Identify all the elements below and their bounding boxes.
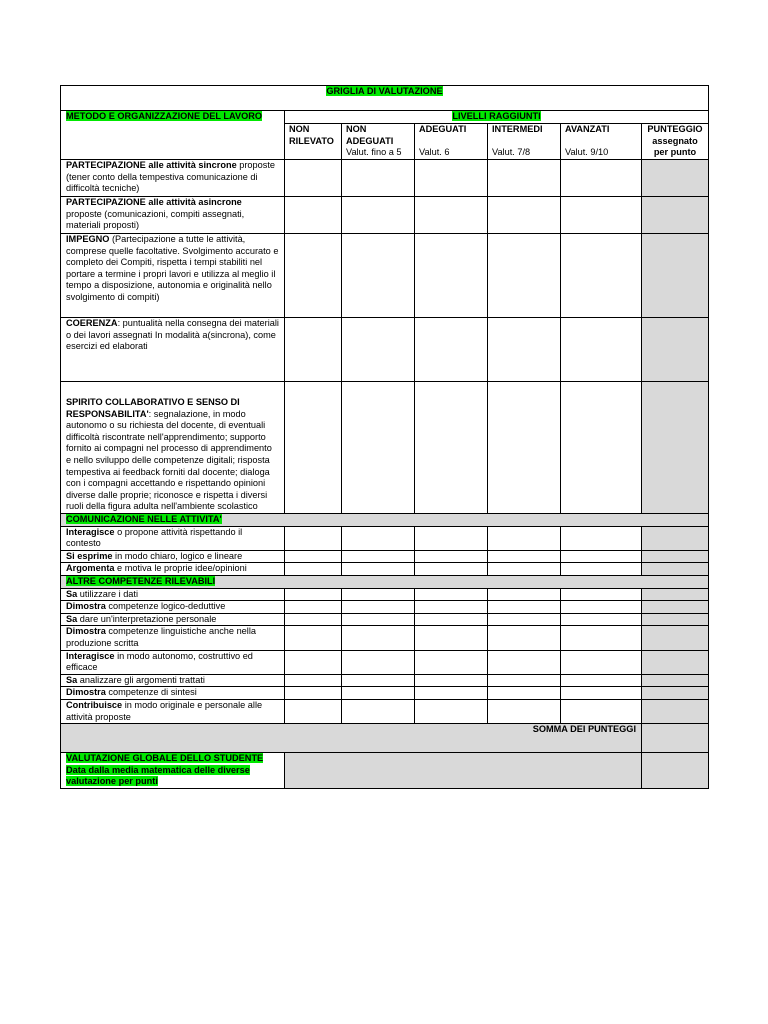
score-cell[interactable] xyxy=(642,526,709,550)
section-row xyxy=(61,575,709,588)
section-other-label: ALTRE COMPETENZE RILEVABILI xyxy=(66,575,216,586)
global-line3: valutazione per punti xyxy=(66,776,158,787)
col-header xyxy=(285,124,342,160)
title-cell xyxy=(61,86,709,111)
level-cell[interactable] xyxy=(488,526,561,550)
criterion-row xyxy=(61,563,709,576)
title-row xyxy=(61,86,709,111)
levels-header-cell xyxy=(285,111,709,124)
level-cell[interactable] xyxy=(415,613,488,626)
level-cell[interactable] xyxy=(285,563,342,576)
criterion-text: competenze logico-deduttive xyxy=(105,601,226,612)
col-header-line3: Valut. 7/8 xyxy=(492,147,531,158)
section-main-cell xyxy=(61,111,285,160)
criterion-text: in modo autonomo, costruttivo ed efficace xyxy=(66,650,253,673)
grid-title: GRIGLIA DI VALUTAZIONE xyxy=(326,86,443,96)
score-cell[interactable] xyxy=(642,601,709,614)
section-other-cell xyxy=(61,575,709,588)
section-row xyxy=(61,514,709,527)
criterion-row xyxy=(61,526,709,550)
level-cell[interactable] xyxy=(342,318,415,382)
score-header-line2: assegnato xyxy=(652,135,698,146)
level-cell[interactable] xyxy=(285,699,342,723)
level-cell[interactable] xyxy=(561,526,642,550)
criterion-label xyxy=(61,674,285,687)
criterion-row xyxy=(61,613,709,626)
level-cell[interactable] xyxy=(285,687,342,700)
level-cell[interactable] xyxy=(561,563,642,576)
criterion-bold: Dimostra xyxy=(66,687,106,698)
level-cell[interactable] xyxy=(488,318,561,382)
criterion-label xyxy=(61,588,285,601)
col-header-line1: ADEGUATI xyxy=(419,124,467,134)
criterion-bold: PARTECIPAZIONE alle attività sincrone xyxy=(66,160,237,170)
level-cell[interactable] xyxy=(342,234,415,318)
levels-header-label: LIVELLI RAGGIUNTI xyxy=(452,111,541,121)
level-cell[interactable] xyxy=(561,550,642,563)
level-cell[interactable] xyxy=(285,550,342,563)
score-cell[interactable] xyxy=(642,613,709,626)
criterion-row xyxy=(61,601,709,614)
criterion-bold: Dimostra xyxy=(66,626,106,637)
level-cell[interactable] xyxy=(488,699,561,723)
criterion-bold: Sa xyxy=(66,674,78,685)
score-cell[interactable] xyxy=(642,234,709,318)
score-header-line1: PUNTEGGIO xyxy=(647,124,703,134)
level-cell[interactable] xyxy=(415,382,488,514)
criterion-row xyxy=(61,160,709,197)
level-cell[interactable] xyxy=(285,650,342,674)
score-cell[interactable] xyxy=(642,687,709,700)
criterion-bold: Interagisce xyxy=(66,526,115,537)
criterion-text: (Partecipazione a tutte le attività, comprese quelle facoltative. Svolgimento accurato e completo dei Compiti, rispetta i tempi stabiliti nel portare a termine i propri lavori e utilizza al meglio il tempo a disposizione, autonomia e originalità nello svolgimento di compiti) xyxy=(66,234,279,302)
score-header-line3: per punto xyxy=(653,147,697,158)
col-header-line1: NON xyxy=(346,124,367,134)
sum-label: SOMMA DEI PUNTEGGI xyxy=(61,724,642,753)
criterion-text: o propone attività rispettando il contesto xyxy=(66,526,243,549)
criterion-bold: IMPEGNO xyxy=(66,234,110,244)
level-cell[interactable] xyxy=(488,160,561,197)
level-cell[interactable] xyxy=(561,318,642,382)
criterion-row xyxy=(61,234,709,318)
criterion-row xyxy=(61,550,709,563)
level-cell[interactable] xyxy=(342,687,415,700)
sum-score-cell[interactable] xyxy=(642,724,709,753)
criterion-label xyxy=(61,601,285,614)
criterion-bold: SPIRITO COLLABORATIVO E SENSO DI RESPONSABILITA' xyxy=(66,397,240,419)
level-cell[interactable] xyxy=(488,563,561,576)
criterion-bold: Si esprime xyxy=(66,550,113,561)
criterion-row xyxy=(61,588,709,601)
level-cell[interactable] xyxy=(488,197,561,234)
level-cell[interactable] xyxy=(342,613,415,626)
criterion-label xyxy=(61,699,285,723)
col-header-line1: AVANZATI xyxy=(565,124,610,134)
level-cell[interactable] xyxy=(285,318,342,382)
evaluation-grid xyxy=(60,85,709,789)
score-cell[interactable] xyxy=(642,626,709,650)
global-line2: Data dalla media matematica delle diverse xyxy=(66,764,250,775)
level-cell[interactable] xyxy=(342,650,415,674)
score-cell[interactable] xyxy=(642,318,709,382)
level-cell[interactable] xyxy=(285,382,342,514)
level-cell[interactable] xyxy=(561,160,642,197)
criterion-bold: COERENZA xyxy=(66,318,118,328)
criterion-label xyxy=(61,650,285,674)
criterion-bold: Dimostra xyxy=(66,601,106,612)
criterion-row xyxy=(61,626,709,650)
level-cell[interactable] xyxy=(415,563,488,576)
level-cell[interactable] xyxy=(488,550,561,563)
level-cell[interactable] xyxy=(415,526,488,550)
criterion-text: analizzare gli argomenti trattati xyxy=(77,674,205,685)
level-cell[interactable] xyxy=(561,687,642,700)
level-cell[interactable] xyxy=(561,197,642,234)
criterion-label xyxy=(61,687,285,700)
level-cell[interactable] xyxy=(488,601,561,614)
score-cell[interactable] xyxy=(642,674,709,687)
score-cell[interactable] xyxy=(642,160,709,197)
criterion-row xyxy=(61,318,709,382)
level-cell[interactable] xyxy=(561,626,642,650)
criterion-bold: Sa xyxy=(66,588,78,599)
section-header-row xyxy=(61,111,709,124)
level-cell[interactable] xyxy=(285,601,342,614)
level-cell[interactable] xyxy=(415,626,488,650)
criterion-row xyxy=(61,650,709,674)
level-cell[interactable] xyxy=(561,674,642,687)
level-cell[interactable] xyxy=(285,197,342,234)
level-cell[interactable] xyxy=(488,650,561,674)
level-cell[interactable] xyxy=(561,699,642,723)
level-cell[interactable] xyxy=(488,613,561,626)
criterion-row xyxy=(61,687,709,700)
level-cell[interactable] xyxy=(415,650,488,674)
criterion-label xyxy=(61,234,285,318)
level-cell[interactable] xyxy=(342,382,415,514)
criterion-label xyxy=(61,626,285,650)
level-cell[interactable] xyxy=(285,234,342,318)
score-cell[interactable] xyxy=(642,563,709,576)
criterion-row xyxy=(61,382,709,514)
level-cell[interactable] xyxy=(285,526,342,550)
level-cell[interactable] xyxy=(342,197,415,234)
score-cell[interactable] xyxy=(642,588,709,601)
criterion-bold: Argomenta xyxy=(66,563,115,574)
criterion-text: e motiva le proprie idee/opinioni xyxy=(114,563,247,574)
score-cell[interactable] xyxy=(642,197,709,234)
level-cell[interactable] xyxy=(285,613,342,626)
criterion-text: in modo originale e personale alle attività proposte xyxy=(66,699,263,722)
score-cell[interactable] xyxy=(642,650,709,674)
level-cell[interactable] xyxy=(561,601,642,614)
level-cell[interactable] xyxy=(488,626,561,650)
criterion-label xyxy=(61,382,285,514)
criterion-text: : segnalazione, in modo autonomo o su richiesta del docente, di eventuali difficoltà riscontrate nell'apprendimento; supporto fornito ai compagni nel processo di apprendimento e nello sviluppo delle competenze digitali; risposta tempestiva ai feedback forniti dal docente; dialoga con i compagni accettando e rispettando opinioni diverse dalle proprie; riconosce e rispetta i diversi ruoli della figura adulta nell'ambiente scolastico xyxy=(66,408,272,512)
col-header-line2: ADEGUATI xyxy=(346,135,394,146)
col-header-line2: RILEVATO xyxy=(289,135,334,146)
criterion-label xyxy=(61,160,285,197)
criterion-row xyxy=(61,197,709,234)
global-label-cell xyxy=(61,753,285,789)
level-cell[interactable] xyxy=(561,234,642,318)
level-cell[interactable] xyxy=(415,674,488,687)
level-cell[interactable] xyxy=(415,687,488,700)
col-header-line1: INTERMEDI xyxy=(492,124,543,134)
level-cell[interactable] xyxy=(561,613,642,626)
level-cell[interactable] xyxy=(561,588,642,601)
level-cell[interactable] xyxy=(285,674,342,687)
level-cell[interactable] xyxy=(488,234,561,318)
criterion-text: in modo chiaro, logico e lineare xyxy=(112,550,243,561)
level-cell[interactable] xyxy=(561,382,642,514)
criterion-text: dare un'interpretazione personale xyxy=(77,613,217,624)
level-cell[interactable] xyxy=(415,318,488,382)
criterion-label xyxy=(61,526,285,550)
level-cell[interactable] xyxy=(415,234,488,318)
col-header-line1: NON xyxy=(289,124,310,134)
col-header xyxy=(342,124,415,160)
level-cell[interactable] xyxy=(342,563,415,576)
level-cell[interactable] xyxy=(488,674,561,687)
level-cell[interactable] xyxy=(342,588,415,601)
level-cell[interactable] xyxy=(415,160,488,197)
level-cell[interactable] xyxy=(342,526,415,550)
criterion-text: : puntualità nella consegna dei materiali o dei lavori assegnati In modalità a(sincrona), come esercizi ed elaborati xyxy=(66,318,279,352)
level-cell[interactable] xyxy=(415,601,488,614)
level-cell[interactable] xyxy=(415,699,488,723)
level-cell[interactable] xyxy=(488,687,561,700)
level-cell[interactable] xyxy=(342,160,415,197)
criterion-label xyxy=(61,318,285,382)
col-header xyxy=(415,124,488,160)
global-row xyxy=(61,753,709,789)
criterion-label xyxy=(61,550,285,563)
section-comm-cell xyxy=(61,514,709,527)
col-header xyxy=(488,124,561,160)
criterion-text: utilizzare i dati xyxy=(77,588,139,599)
col-header-line3: Valut. 9/10 xyxy=(565,147,609,158)
criterion-text: proposte (tener conto della tempestiva comunicazione di difficoltà tecniche) xyxy=(66,160,275,194)
criterion-row xyxy=(61,674,709,687)
level-cell[interactable] xyxy=(342,550,415,563)
level-cell[interactable] xyxy=(561,650,642,674)
criterion-label xyxy=(61,613,285,626)
score-cell[interactable] xyxy=(642,382,709,514)
level-cell[interactable] xyxy=(285,588,342,601)
level-cell[interactable] xyxy=(415,588,488,601)
criterion-text: competenze linguistiche anche nella produzione scritta xyxy=(66,626,256,648)
level-cell[interactable] xyxy=(488,588,561,601)
level-cell[interactable] xyxy=(285,160,342,197)
col-header xyxy=(561,124,642,160)
sum-row xyxy=(61,724,709,753)
level-cell[interactable] xyxy=(285,626,342,650)
criterion-bold: PARTECIPAZIONE alle attività asincrone xyxy=(66,197,242,207)
level-cell[interactable] xyxy=(488,382,561,514)
score-cell[interactable] xyxy=(642,699,709,723)
section-main-label: METODO E ORGANIZZAZIONE DEL LAVORO xyxy=(66,111,263,121)
criterion-bold: Interagisce xyxy=(66,650,115,661)
criterion-label xyxy=(61,563,285,576)
global-line1: VALUTAZIONE GLOBALE DELLO STUDENTE xyxy=(66,753,264,764)
criterion-label xyxy=(61,197,285,234)
criterion-bold: Contribuisce xyxy=(66,699,123,710)
global-levels-cell xyxy=(285,753,642,789)
criterion-text: proposte (comunicazioni, compiti assegnati, materiali proposti) xyxy=(66,208,245,231)
level-cell[interactable] xyxy=(415,197,488,234)
section-comm-label: COMUNICAZIONE NELLE ATTIVITA' xyxy=(66,514,222,524)
score-col-header xyxy=(642,124,709,160)
level-cell[interactable] xyxy=(342,601,415,614)
global-score-cell[interactable] xyxy=(642,753,709,789)
criterion-bold: Sa xyxy=(66,613,78,624)
level-cell[interactable] xyxy=(342,674,415,687)
level-cell[interactable] xyxy=(342,699,415,723)
col-header-line3: Valut. 6 xyxy=(419,147,450,158)
score-cell[interactable] xyxy=(642,550,709,563)
criterion-row xyxy=(61,699,709,723)
level-cell[interactable] xyxy=(342,626,415,650)
col-header-line3: Valut. fino a 5 xyxy=(346,147,402,158)
criterion-text: competenze di sintesi xyxy=(105,687,197,698)
level-cell[interactable] xyxy=(415,550,488,563)
